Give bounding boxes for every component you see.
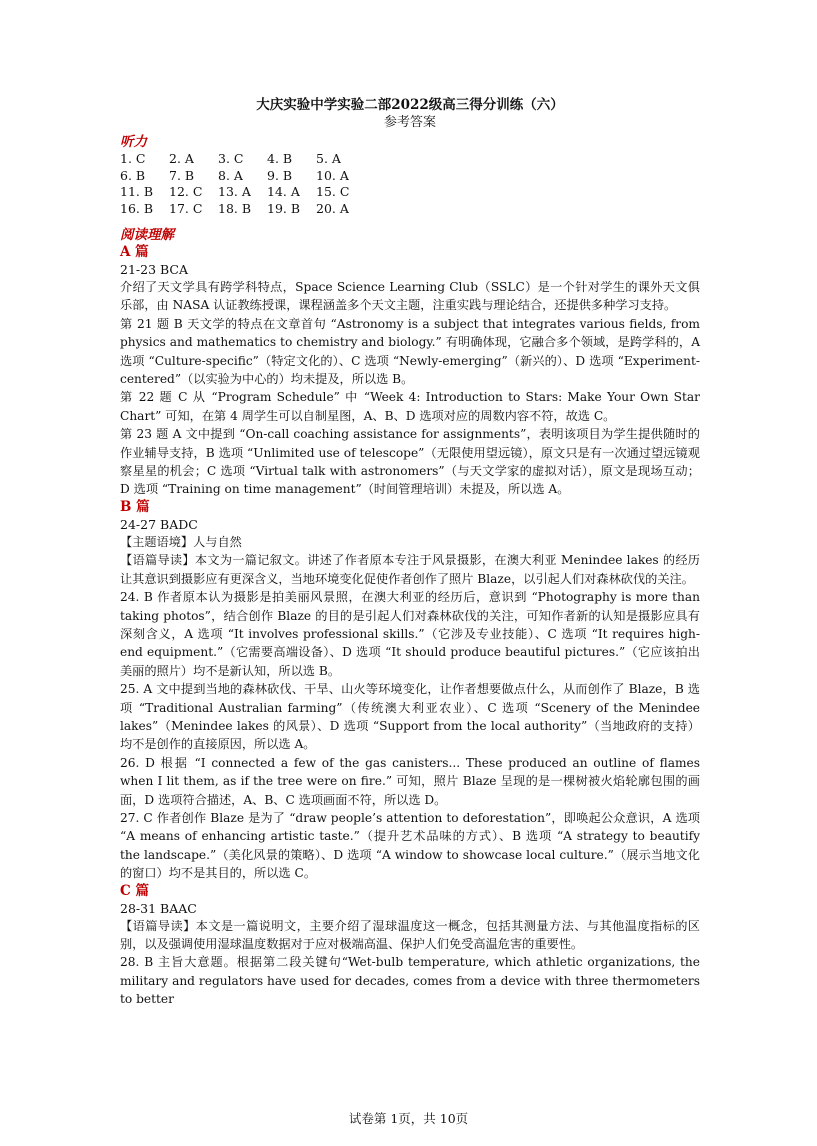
answer-cell: 8. A (218, 167, 243, 183)
part-a-answer-key: 21-23 BCA (120, 262, 189, 277)
answer-row (120, 184, 700, 201)
answer-row (120, 201, 700, 218)
answer-cell: 18. B (218, 200, 252, 216)
part-b-label: B 篇 (120, 498, 150, 515)
answer-cell: 7. B (169, 167, 195, 183)
answer-cell: 19. B (267, 200, 301, 216)
question-28-explanation: 28. B 主旨大意题。根据第二段关键句“Wet-bulb temperature, which athletic organizations, the military and regulators have used for decades, comes from a device with three thermometers to better (120, 955, 700, 1007)
answer-cell: 20. A (316, 200, 349, 216)
part-b-answer-key: 24-27 BADC (120, 516, 198, 532)
answer-sheet-page (120, 96, 700, 1009)
answer-cell: 15. C (316, 184, 350, 199)
listening-answers (120, 151, 700, 217)
part-c-guide: 【语篇导读】本文是一篇说明文，主要介绍了湿球温度这一概念，包括其测量方法、与其他温度指标的区别，以及强调使用湿球温度数据对于应对极端高温、保护人们免受高温危害的重要性。 (120, 918, 700, 951)
answer-cell: 9. B (267, 167, 293, 183)
reading-heading: 阅读理解 (120, 227, 174, 243)
page-title: 大庆实验中学实验二部2022级高三得分训练（六） (256, 97, 564, 113)
listening-heading: 听力 (120, 134, 147, 150)
page-footer: 试卷第 1页，共 10页 (348, 1111, 469, 1126)
answer-cell: 17. C (169, 200, 203, 216)
page-subtitle: 参考答案 (383, 115, 436, 130)
answer-cell: 13. A (218, 184, 251, 199)
answer-cell: 2. A (169, 151, 194, 166)
answer-cell: 14. A (267, 184, 300, 199)
question-22-explanation: 第 22 题 C 从 “Program Schedule” 中 “Week 4: Introduction to Stars: Make Your Own Star Chart” 可知，在第 4 周学生可以自制星图，A、B、D 选项对应的周数内容不符，故选 C。 (120, 390, 700, 423)
answer-cell: 3. C (218, 151, 244, 166)
part-c-answer-key: 28-31 BAAC (120, 900, 197, 916)
answer-cell: 12. C (169, 184, 203, 199)
question-25-explanation: 25. A 文中提到当地的森林砍伐、干旱、山火等环境变化，让作者想要做点什么，从而创作了 Blaze，B 选项 “Traditional Australian farming”（传统澳大利亚农业）、C 选项 “Scenery of the Menindee lakes”（Menindee lakes 的风景）、D 选项 “Support from the local authority”（当地政府的支持）均不是创作的直接原因，所以选 A。 (120, 682, 700, 752)
answer-cell: 5. A (316, 151, 341, 166)
question-21-explanation: 第 21 题 B 天文学的特点在文章首句 “Astronomy is a subject that integrates various fields, from physics and mathematics to chemistry and biology.” 有明确体现，它融合多个领域，是跨学科的，A 选项 “Culture-specific”（特定文化的）、C 选项 “Newly-emerging”（新兴的）、D 选项 “Experiment-centered”（以实验为中心的）均未提及，所以选 B。 (120, 316, 700, 387)
answer-row (120, 168, 700, 185)
answer-cell: 6. B (120, 167, 146, 183)
answer-cell: 11. B (120, 184, 154, 199)
question-26-explanation: 26. D 根据 “I connected a few of the gas canisters... These produced an outline of flames when I lit them, as if the tree were on fire.” 可知，照片 Blaze 呈现的是一棵树被火焰轮廓包围的画面，D 选项符合描述，A、B、C 选项画面不符，所以选 D。 (120, 755, 700, 807)
part-b-guide: 【语篇导读】本文为一篇记叙文。讲述了作者原本专注于风景摄影，在澳大利亚 Menindee lakes 的经历让其意识到摄影应有更深含义，当地环境变化促使作者创作了照片 Blaze，以引起人们对森林砍伐的关注。 (120, 553, 700, 586)
answer-cell: 16. B (120, 200, 154, 216)
question-23-explanation: 第 23 题 A 文中提到 “On-call coaching assistance for assignments”，表明该项目为学生提供随时的作业辅导支持，B 选项 “Unlimited use of telescope”（无限使用望远镜），原文只是有一次通过望远镜观察星星的机会；C 选项 “Virtual talk with astronomers”（与天文学家的虚拟对话），原文是现场互动；D 选项 “Training on time management”（时间管理培训）未提及，所以选 A。 (120, 427, 700, 497)
part-a-summary: 介绍了天文学具有跨学科特点，Space Science Learning Club（SSLC）是一个针对学生的课外天文俱乐部，由 NASA 认证教练授课，课程涵盖多个天文主题，注重实践与理论结合，还提供多种学习支持。 (120, 280, 700, 313)
answer-cell: 1. C (120, 151, 146, 166)
answer-row (120, 151, 700, 168)
question-27-explanation: 27. C 作者创作 Blaze 是为了 “draw people’s attention to deforestation”，即唤起公众意识，A 选项 “A means of enhancing artistic taste.”（提升艺术品味的方式）、B 选项 “A strategy to beautify the landscape.”（美化风景的策略）、D 选项 “A window to showcase local culture.”（展示当地文化的窗口）均不是其目的，所以选 C。 (120, 810, 700, 881)
question-24-explanation: 24. B 作者原本认为摄影是拍美丽风景照，在澳大利亚的经历后，意识到 “Photography is more than taking photos”，结合创作 Blaze 的目的是引起人们对森林砍伐的关注，可知作者新的认知是摄影应具有深刻含义，A 选项 “It involves professional skills.”（它涉及专业技能）、C 选项 “It requires high-end equipment.”（它需要高端设备）、D 选项 “It should produce beautiful pictures.”（它应该拍出美丽的照片）均不是新认知，所以选 B。 (120, 590, 700, 678)
answer-cell: 4. B (267, 151, 293, 166)
answer-cell: 10. A (316, 167, 349, 183)
part-a-label: A 篇 (120, 244, 149, 260)
part-c-label: C 篇 (120, 882, 149, 899)
part-b-theme: 【主题语境】人与自然 (120, 534, 242, 549)
